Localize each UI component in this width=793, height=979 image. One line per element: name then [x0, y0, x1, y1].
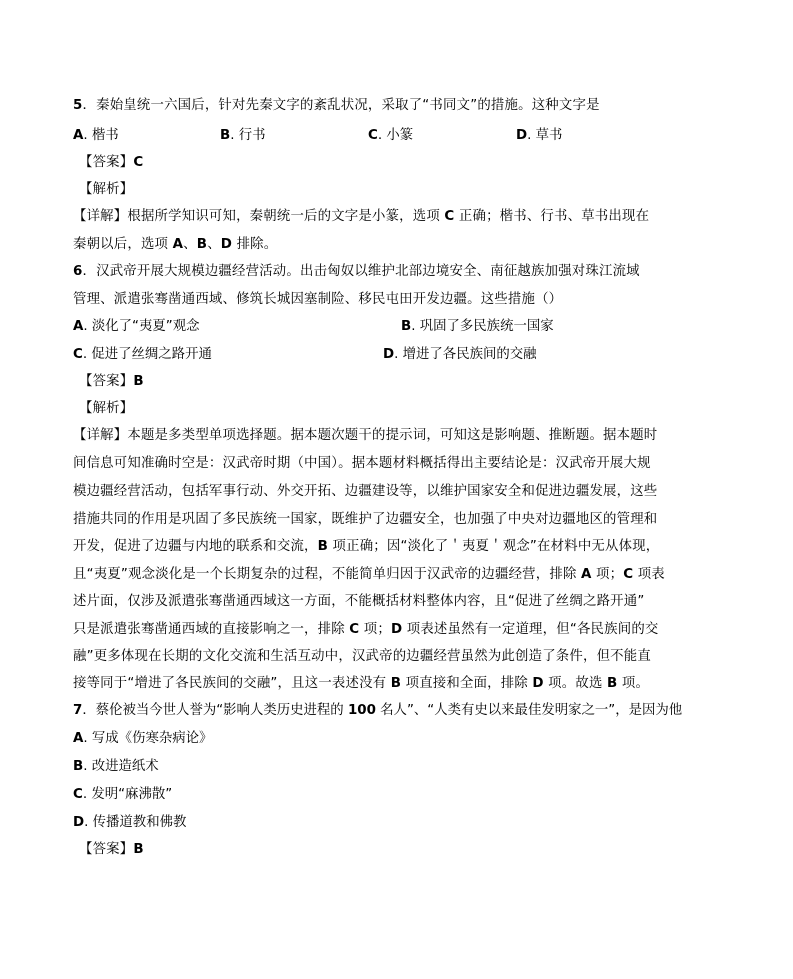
q6-stem-line-2: 管理、派遣张骞凿通西域、修筑长城因塞制险、移民屯田开发边疆。这些措施（） [73, 292, 563, 307]
q5-option-b: B. 行书 [220, 128, 266, 143]
q5-answer: 【答案】C [79, 155, 144, 170]
q7-option-a: A. 写成《伤寒杂病论》 [73, 731, 213, 746]
q6-detail-line-10: 接等同于“增进了各民族间的交融”，且这一表述没有 B 项直接和全面，排除 D 项。故选 B 项。 [73, 676, 650, 691]
q6-detail-line-8: 只是派遣张骞凿通西域的直接影响之一，排除 C 项；D 项表述虽然有一定道理，但“各民族间的交 [73, 622, 659, 637]
q5-option-a: A. 楷书 [73, 128, 119, 143]
q6-detail-line-1: 【详解】本题是多类型单项选择题。据本题次题干的提示词，可知这是影响题、推断题。据本题时 [73, 428, 658, 443]
q6-option-d: D. 增进了各民族间的交融 [383, 347, 537, 362]
q6-detail-line-2: 间信息可知准确时空是：汉武帝时期（中国）。据本题材料概括得出主要结论是：汉武帝开展大规 [73, 456, 651, 471]
q6-option-c: C. 促进了丝绸之路开通 [73, 347, 212, 362]
q6-detail-line-5: 开发，促进了边疆与内地的联系和交流，B 项正确；因“淡化了＇夷夏＇观念”在材料中无从体现， [73, 539, 660, 554]
q6-detail-line-9: 融”更多体现在长期的文化交流和生活互动中，汉武帝的边疆经营虽然为此创造了条件，但不能直 [73, 649, 651, 664]
q5-option-c: C. 小篆 [368, 128, 414, 143]
q5-detail-line-1: 【详解】根据所学知识可知，秦朝统一后的文字是小篆，选项 C 正确；楷书、行书、草书出现在 [73, 209, 650, 224]
q6-detail-line-7: 述片面，仅涉及派遣张骞凿通西域这一方面，不能概括材料整体内容，且“促进了丝绸之路开通” [73, 594, 645, 609]
q6-detail-line-3: 模边疆经营活动，包括军事行动、外交开拓、边疆建设等，以维护国家安全和促进边疆发展，这些 [73, 484, 658, 499]
q7-option-c: C. 发明“麻沸散” [73, 787, 173, 802]
q7-option-b: B. 改进造纸术 [73, 759, 159, 774]
q7-answer: 【答案】B [79, 842, 144, 857]
q6-option-b: B. 巩固了多民族统一国家 [401, 319, 554, 334]
q5-stem: 5．秦始皇统一六国后，针对先秦文字的紊乱状况，采取了“书同文”的措施。这种文字是 [73, 98, 600, 113]
q7-stem: 7．蔡伦被当今世人誉为“影响人类历史进程的 100 名人”、“人类有史以来最佳发明家之一”，是因为他 [73, 703, 683, 718]
q6-detail-line-6: 且“夷夏”观念淡化是一个长期复杂的过程，不能简单归因于汉武帝的边疆经营，排除 A 项；C 项表 [73, 567, 665, 582]
q6-analysis-label: 【解析】 [79, 401, 134, 416]
q6-stem-line-1: 6．汉武帝开展大规模边疆经营活动。出击匈奴以维护北部边境安全、南征越族加强对珠江流域 [73, 264, 640, 279]
q5-option-d: D. 草书 [516, 128, 563, 143]
q5-detail-line-2: 秦朝以后，选项 A、B、D 排除。 [73, 237, 278, 252]
q5-analysis-label: 【解析】 [79, 182, 134, 197]
q7-option-d: D. 传播道教和佛教 [73, 815, 187, 830]
q6-answer: 【答案】B [79, 374, 144, 389]
q6-option-a: A. 淡化了“夷夏”观念 [73, 319, 200, 334]
q6-detail-line-4: 措施共同的作用是巩固了多民族统一国家，既维护了边疆安全，也加强了中央对边疆地区的管理和 [73, 512, 658, 527]
